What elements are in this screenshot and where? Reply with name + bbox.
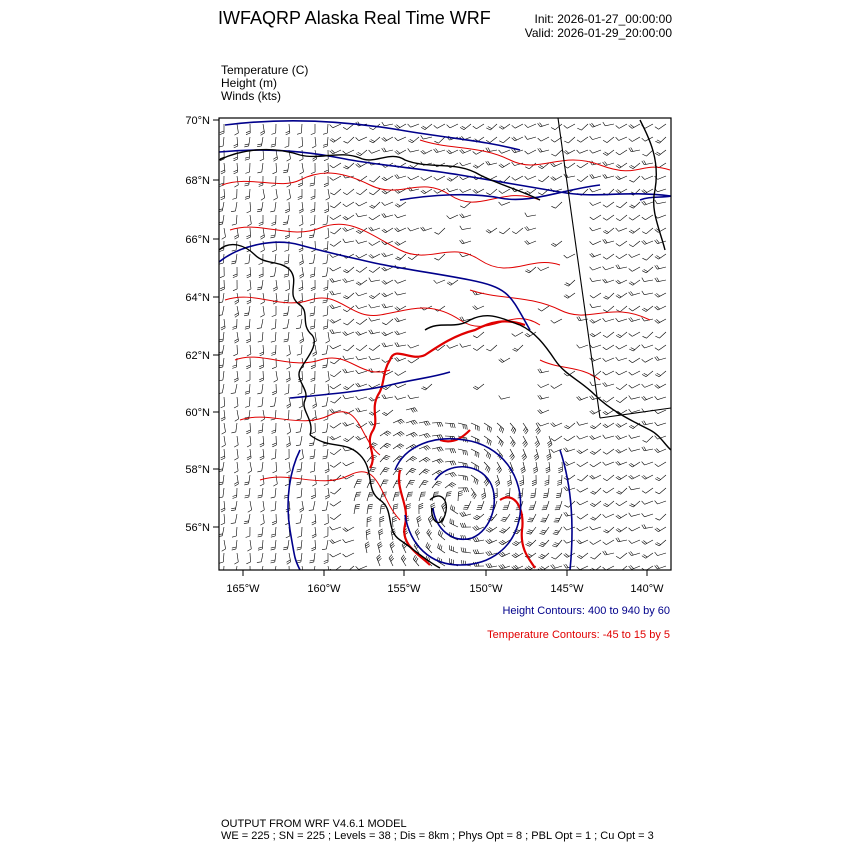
- wind-barb-flag: [232, 573, 236, 574]
- model-footer-line1: OUTPUT FROM WRF V4.6.1 MODEL: [221, 818, 407, 830]
- wind-barb-flag: [232, 575, 236, 576]
- wind-barb-flag: [309, 575, 313, 576]
- lon-label: 165°W: [226, 583, 260, 595]
- lon-label: 150°W: [469, 583, 503, 595]
- field-height-label: Height (m): [221, 76, 278, 90]
- field-temperature-label: Temperature (C): [221, 63, 309, 77]
- lat-label: 64°N: [185, 292, 210, 304]
- longitude-ticks: [243, 570, 647, 576]
- temperature-contour-legend: Temperature Contours: -45 to 15 by 5: [487, 629, 670, 641]
- field-winds-label: Winds (kts): [221, 89, 281, 103]
- lat-label: 66°N: [185, 234, 210, 246]
- model-footer-line2: WE = 225 ; SN = 225 ; Levels = 38 ; Dis = 8km ; Phys Opt = 8 ; PBL Opt = 1 ; Cu Opt = 3: [221, 830, 654, 842]
- lat-label: 70°N: [185, 115, 210, 127]
- lon-label: 155°W: [387, 583, 421, 595]
- wind-barb-flag: [246, 573, 250, 575]
- lon-label: 160°W: [307, 583, 341, 595]
- wind-barb-flag: [285, 575, 289, 577]
- wind-barb-flag: [309, 573, 313, 574]
- map-title: IWFAQRP Alaska Real Time WRF: [218, 8, 491, 28]
- latitude-ticks: [213, 120, 219, 527]
- lon-label: 140°W: [630, 583, 664, 595]
- lat-label: 68°N: [185, 175, 210, 187]
- wind-barb-flag: [246, 575, 250, 577]
- wind-barb-flag: [300, 575, 304, 577]
- wind-barb-flag: [257, 575, 261, 576]
- wind-barb-flag: [219, 575, 223, 576]
- wind-barb-flag: [326, 573, 330, 575]
- lat-label: 62°N: [185, 350, 210, 362]
- init-time: Init: 2026-01-27_00:00:00: [534, 12, 672, 26]
- wind-barb-flag: [300, 573, 304, 575]
- lon-label: 145°W: [550, 583, 584, 595]
- wind-barb-flag: [326, 575, 330, 577]
- lat-label: 58°N: [185, 464, 210, 476]
- wind-barb-flag: [270, 575, 274, 576]
- height-contour-legend: Height Contours: 400 to 940 by 60: [502, 605, 670, 617]
- lat-label: 60°N: [185, 407, 210, 419]
- valid-time: Valid: 2026-01-29_20:00:00: [524, 26, 672, 40]
- lat-label: 56°N: [185, 522, 210, 534]
